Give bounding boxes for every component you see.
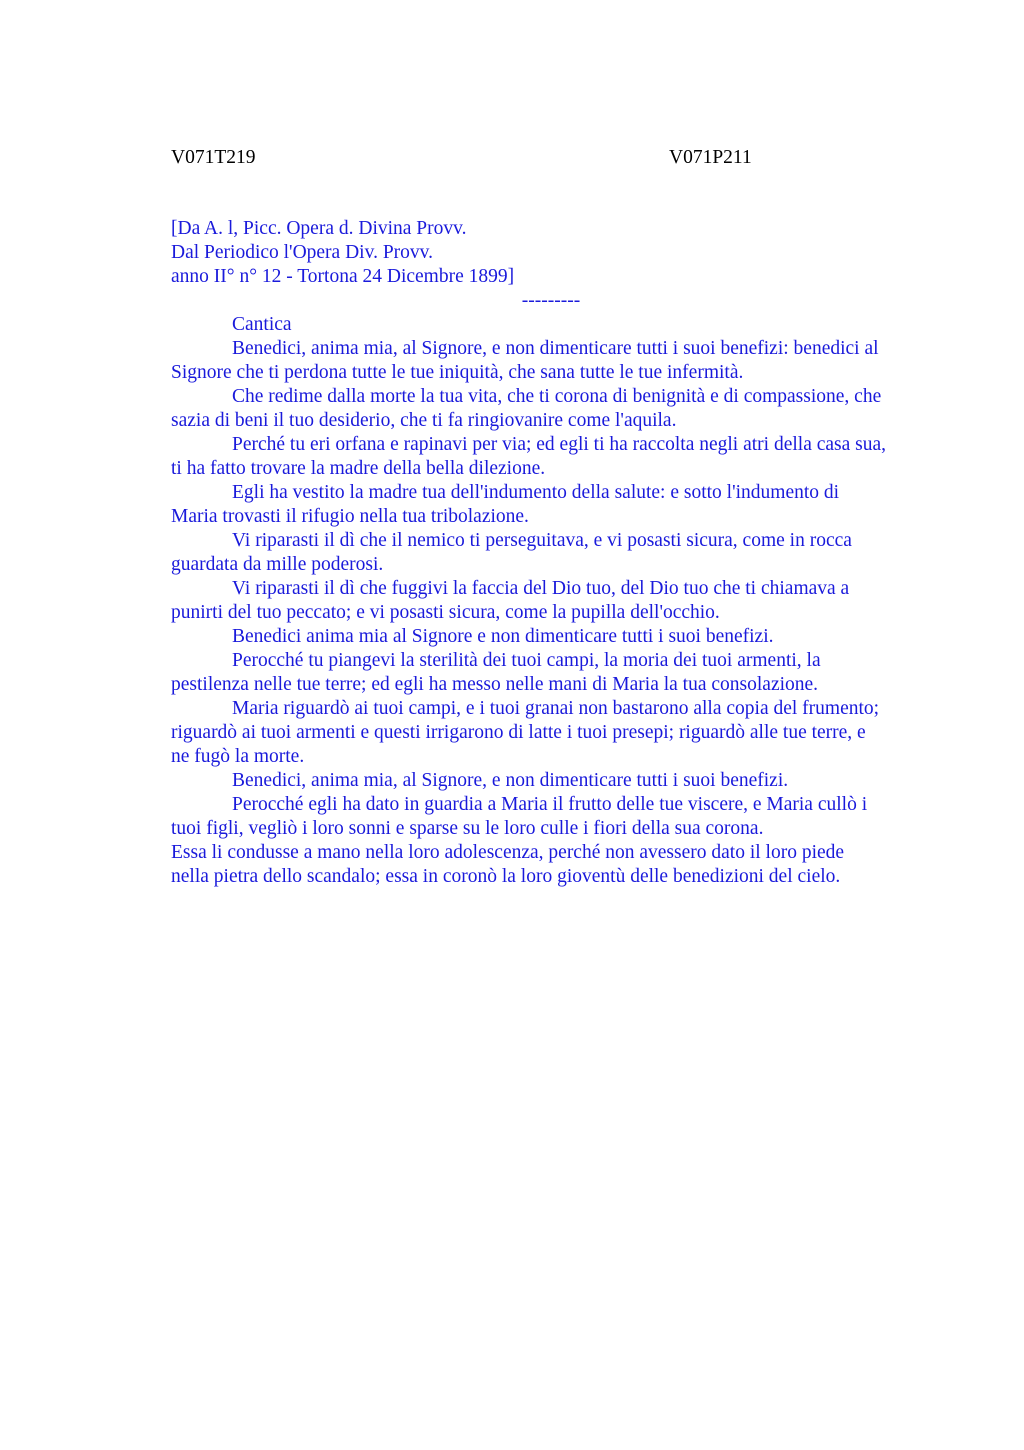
document-body (171, 217, 931, 889)
paragraph-line: Essa li condusse a mano nella loro adolescenza, perché non avessero dato il loro piede (171, 842, 845, 863)
closing-paragraph (171, 841, 931, 889)
paragraph-line: ti ha fatto trovare la madre della bella dilezione. (171, 458, 546, 479)
paragraph-line: pestilenza nelle tue terre; ed egli ha messo nelle mani di Maria la tua consolazione. (171, 674, 819, 695)
paragraph-line: Perocché egli ha dato in guardia a Maria il frutto delle tue viscere, e Maria cullò i (232, 794, 868, 815)
paragraph-5 (171, 529, 931, 577)
source-line-3: anno II° n° 12 - Tortona 24 Dicembre 1899] (171, 266, 515, 287)
separator: --------- (521, 290, 581, 311)
paragraph-line: ne fugò la morte. (171, 746, 305, 767)
paragraph-line: Vi riparasti il dì che il nemico ti perseguitava, e vi posasti sicura, come in rocca (232, 530, 852, 551)
paragraph-line: punirti del tuo peccato; e vi posasti sicura, come la pupilla dell'occhio. (171, 602, 720, 623)
paragraph-line: Egli ha vestito la madre tua dell'indumento della salute: e sotto l'indumento di (232, 482, 840, 503)
paragraph-8 (171, 649, 931, 697)
paragraph-line: Signore che ti perdona tutte le tue iniquità, che sana tutte le tue infermità. (171, 362, 744, 383)
paragraph-line: guardata da mille poderosi. (171, 554, 384, 575)
paragraph-line: Maria riguardò ai tuoi campi, e i tuoi granai non bastarono alla copia del frumento; (232, 698, 880, 719)
source-line-2: Dal Periodico l'Opera Div. Provv. (171, 242, 434, 263)
paragraph-line: nella pietra dello scandalo; essa in coronò la loro gioventù delle benedizioni del cielo. (171, 866, 841, 887)
paragraph-line: Benedici, anima mia, al Signore, e non dimenticare tutti i suoi benefizi: benedici al (232, 338, 879, 359)
paragraph-line: Benedici anima mia al Signore e non dimenticare tutti i suoi benefizi. (232, 626, 774, 647)
source-line-1: [Da A. l, Picc. Opera d. Divina Provv. (171, 218, 467, 239)
paragraph-7 (171, 625, 931, 649)
paragraph-9 (171, 697, 931, 769)
header-left-code: V071T219 (171, 147, 256, 168)
paragraph-line: Perché tu eri orfana e rapinavi per via; ed egli ti ha raccolta negli atri della casa sua, (232, 434, 887, 455)
paragraph-1 (171, 337, 931, 385)
header-right-code: V071P211 (669, 147, 752, 168)
poem-title: Cantica (232, 314, 292, 335)
paragraph-2 (171, 385, 931, 433)
paragraph-10 (171, 769, 931, 793)
paragraph-line: Benedici, anima mia, al Signore, e non dimenticare tutti i suoi benefizi. (232, 770, 789, 791)
paragraph-4 (171, 481, 931, 529)
paragraph-6 (171, 577, 931, 625)
paragraph-line: sazia di beni il tuo desiderio, che ti fa ringiovanire come l'aquila. (171, 410, 677, 431)
paragraph-line: tuoi figli, vegliò i loro sonni e sparse su le loro culle i fiori della sua corona. (171, 818, 764, 839)
paragraph-line: Perocché tu piangevi la sterilità dei tuoi campi, la moria dei tuoi armenti, la (232, 650, 821, 671)
paragraph-line: riguardò ai tuoi armenti e questi irrigarono di latte i tuoi presepi; riguardò alle tue terre, e (171, 722, 866, 743)
paragraph-line: Vi riparasti il dì che fuggivi la faccia del Dio tuo, del Dio tuo che ti chiamava a (232, 578, 850, 599)
paragraph-3 (171, 433, 931, 481)
paragraph-line: Maria trovasti il rifugio nella tua tribolazione. (171, 506, 529, 527)
paragraph-11 (171, 793, 931, 841)
paragraph-line: Che redime dalla morte la tua vita, che ti corona di benignità e di compassione, che (232, 386, 882, 407)
